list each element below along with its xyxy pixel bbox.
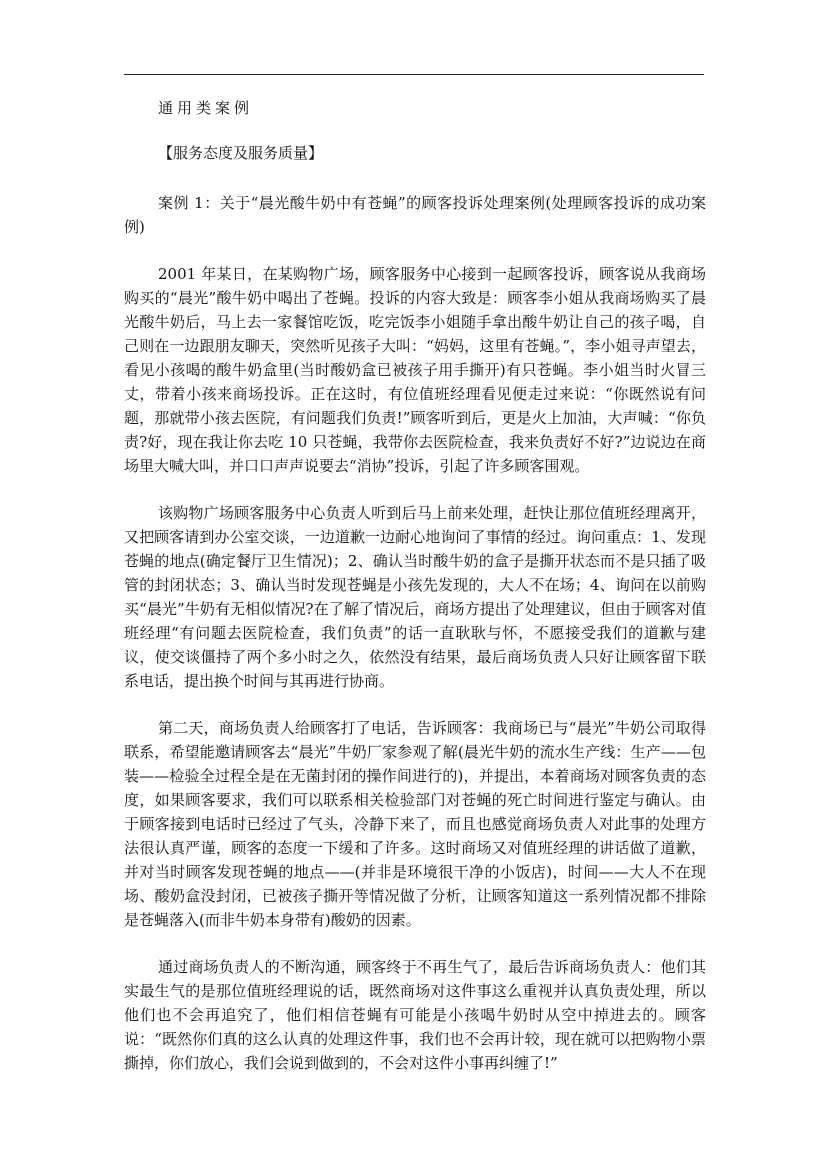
paragraph-1: 2001 年某日，在某购物广场，顾客服务中心接到一起顾客投诉，顾客说从我商场购买的“晨光”酸牛奶中喝出了苍蝇。投诉的内容大致是：顾客李小姐从我商场购买了晨光酸牛奶后，马上去一家餐馆吃饭，吃完饭李小姐随手拿出酸牛奶让自己的孩子喝，自己则在一边跟朋友聊天，突然听见孩子大叫：“妈妈，这里有苍蝇。”，李小姐寻声望去，看见小孩喝的酸牛奶盒里(当时酸奶盒已被孩子用手撕开)有只苍蝇。李小姐当时火冒三丈，带着小孩来商场投诉。正在这时，有位值班经理看见便走过来说：“你既然说有问题，那就带小孩去医院，有问题我们负责!”顾客听到后，更是火上加油，大声喊：“你负责?好，现在我让你去吃 10 只苍蝇，我带你去医院检查，我来负责好不好?”边说边在商场里大喊大叫，并口口声声说要去“消协”投诉，引起了许多顾客围观。: [124, 265, 706, 475]
header-rule: [124, 74, 704, 75]
case-title: 案例 1：关于“晨光酸牛奶中有苍蝇”的顾客投诉处理案例(处理顾客投诉的成功案例): [124, 194, 706, 236]
paragraph-3: 第二天，商场负责人给顾客打了电话，告诉顾客：我商场已与“晨光”牛奶公司取得联系，希望能邀请顾客去“晨光”牛奶厂家参观了解(晨光牛奶的流水生产线：生产——包装——检验全过程全是在无菌封闭的操作间进行的)，并提出，本着商场对顾客负责的态度，如果顾客要求，我们可以联系相关检验部门对苍蝇的死亡时间进行鉴定与确认。由于顾客接到电话时已经过了气头，冷静下来了，而且也感觉商场负责人对此事的处理方法很认真严谨，顾客的态度一下缓和了许多。这时商场又对值班经理的讲话做了道歉，并对当时顾客发现苍蝇的地点——(并非是环境很干净的小饭店)，时间——大人不在现场、酸奶盒没封闭，已被孩子撕开等情况做了分析，让顾客知道这一系列情况都不排除是苍蝇落入(而非牛奶本身带有)酸奶的因素。: [124, 719, 706, 929]
main-heading: 通用类案例: [158, 99, 254, 117]
paragraph-2: 该购物广场顾客服务中心负责人听到后马上前来处理，赶快让那位值班经理离开，又把顾客请到办公室交谈，一边道歉一边耐心地询问了事情的经过。询问重点：1、发现苍蝇的地点(确定餐厅卫生情况)；2、确认当时酸牛奶的盒子是撕开状态而不是只插了吸管的封闭状态；3、确认当时发现苍蝇是小孩先发现的，大人不在场；4、询问在以前购买“晨光”牛奶有无相似情况?在了解了情况后，商场方提出了处理建议，但由于顾客对值班经理“有问题去医院检查，我们负责”的话一直耿耿与怀，不愿接受我们的道歉与建议，使交谈僵持了两个多小时之久，依然没有结果，最后商场负责人只好让顾客留下联系电话，提出换个时间与其再进行协商。: [124, 504, 706, 690]
paragraph-4: 通过商场负责人的不断沟通，顾客终于不再生气了，最后告诉商场负责人：他们其实最生气的是那位值班经理说的话，既然商场对这件事这么重视并认真负责处理，所以他们也不会再追究了，他们相信苍蝇有可能是小孩喝牛奶时从空中掉进去的。顾客说：“既然你们真的这么认真的处理这件事，我们也不会再计较，现在就可以把购物小票撕掉，你们放心，我们会说到做到的，不会对这件小事再纠缠了!”: [124, 958, 706, 1072]
document-body: [124, 96, 706, 1075]
section-heading: 【服务态度及服务质量】: [158, 144, 324, 162]
